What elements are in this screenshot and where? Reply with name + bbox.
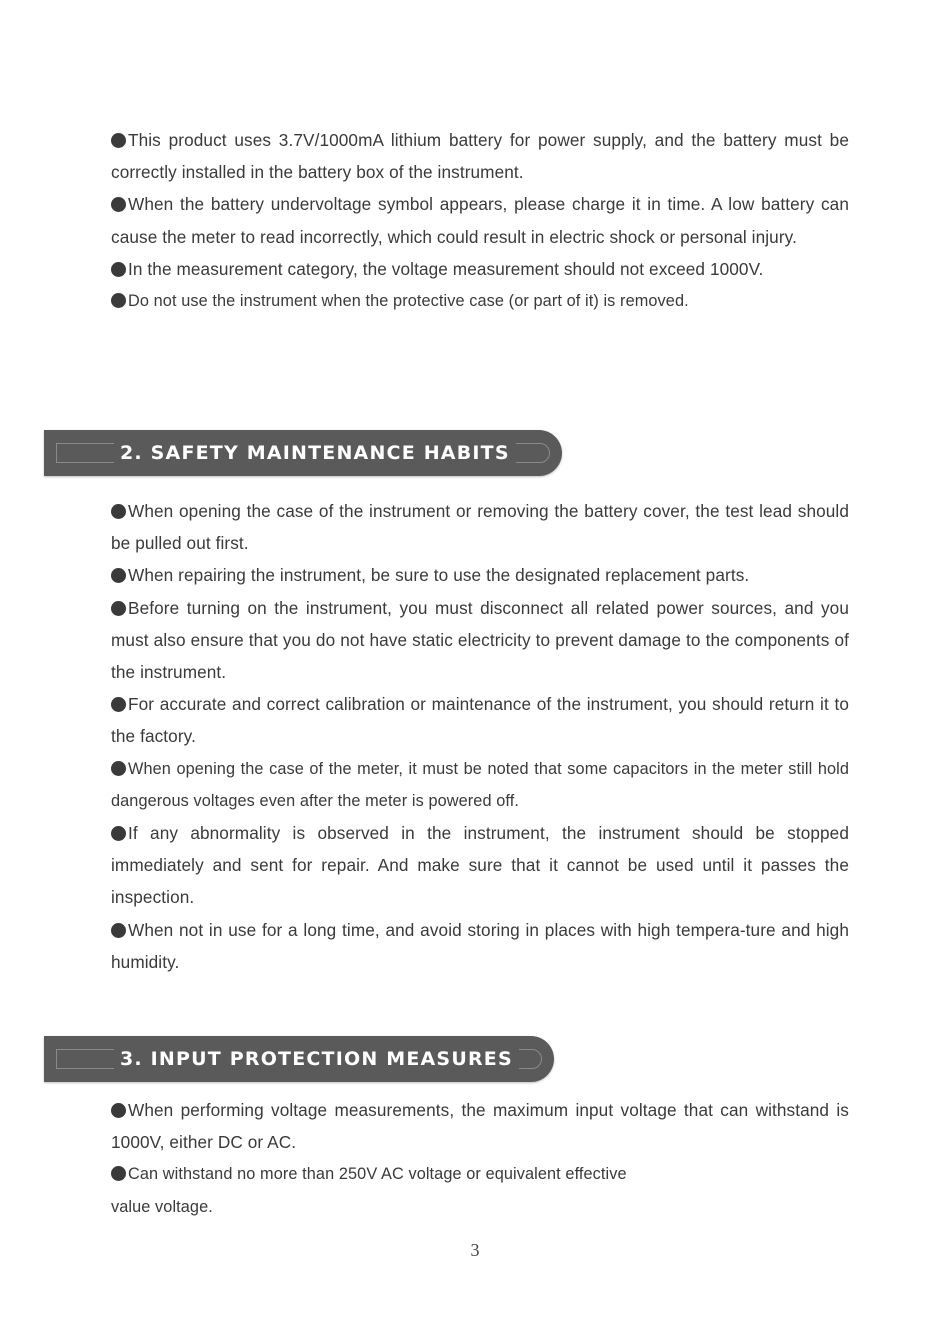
bullet-icon [111, 262, 126, 277]
section2-item-5: When opening the case of the meter, it must be noted that some capacitors in the meter still hold dangerous voltages even after the meter is powered off. [111, 759, 849, 810]
bullet-icon [111, 697, 126, 712]
section3-list [111, 1094, 849, 1223]
section2-item-2: When repairing the instrument, be sure to use the designated replacement parts. [111, 559, 849, 591]
section2-list [111, 495, 849, 978]
section3-heading-banner [44, 1036, 554, 1082]
bullet-icon [111, 133, 126, 148]
bullet-icon [111, 601, 126, 616]
section3-item-1: When performing voltage measurements, the maximum input voltage that can withstand is 1000V, either DC or AC. [111, 1100, 849, 1153]
section1-item-2: When the battery undervoltage symbol appears, please charge it in time. A low battery can cause the meter to read incorrectly, which could result in electric shock or personal injury. [111, 194, 849, 247]
bullet-icon [111, 504, 126, 519]
page-number: 3 [470, 1240, 480, 1260]
bullet-icon [111, 1166, 126, 1181]
section2-heading: 2. SAFETY MAINTENANCE HABITS [114, 430, 516, 476]
section2-item-7: When not in use for a long time, and avoid storing in places with high tempera-ture and high humidity. [111, 919, 849, 972]
bullet-icon [111, 293, 126, 308]
section2-item-3: Before turning on the instrument, you must disconnect all related power sources, and you must also ensure that you do not have static electricity to prevent damage to the components of the instrument. [111, 597, 849, 683]
bullet-icon [111, 826, 126, 841]
section2-item-4: For accurate and correct calibration or maintenance of the instrument, you should return it to the factory. [111, 694, 849, 747]
bullet-icon [111, 1103, 126, 1118]
section3-heading: 3. INPUT PROTECTION MEASURES [114, 1036, 519, 1082]
section2-item-1: When opening the case of the instrument or removing the battery cover, the test lead should be pulled out first. [111, 501, 849, 554]
section2-heading-banner [44, 430, 562, 476]
section1-list [111, 124, 849, 317]
section3-item-2-continued: value voltage. [111, 1197, 213, 1216]
section2-item-6: If any abnormality is observed in the instrument, the instrument should be stopped immediately and sent for repair. And make sure that it cannot be used until it passes the inspection. [111, 823, 849, 908]
section3-item-2: Can withstand no more than 250V AC voltage or equivalent effective [111, 1158, 849, 1190]
section1-item-1: This product uses 3.7V/1000mA lithium battery for power supply, and the battery must be correctly installed in the battery box of the instrument. [111, 130, 849, 183]
section1-item-4: Do not use the instrument when the protective case (or part of it) is removed. [111, 285, 849, 317]
bullet-icon [111, 761, 126, 776]
bullet-icon [111, 197, 126, 212]
bullet-icon [111, 923, 126, 938]
section1-item-3: In the measurement category, the voltage measurement should not exceed 1000V. [111, 253, 849, 285]
bullet-icon [111, 568, 126, 583]
